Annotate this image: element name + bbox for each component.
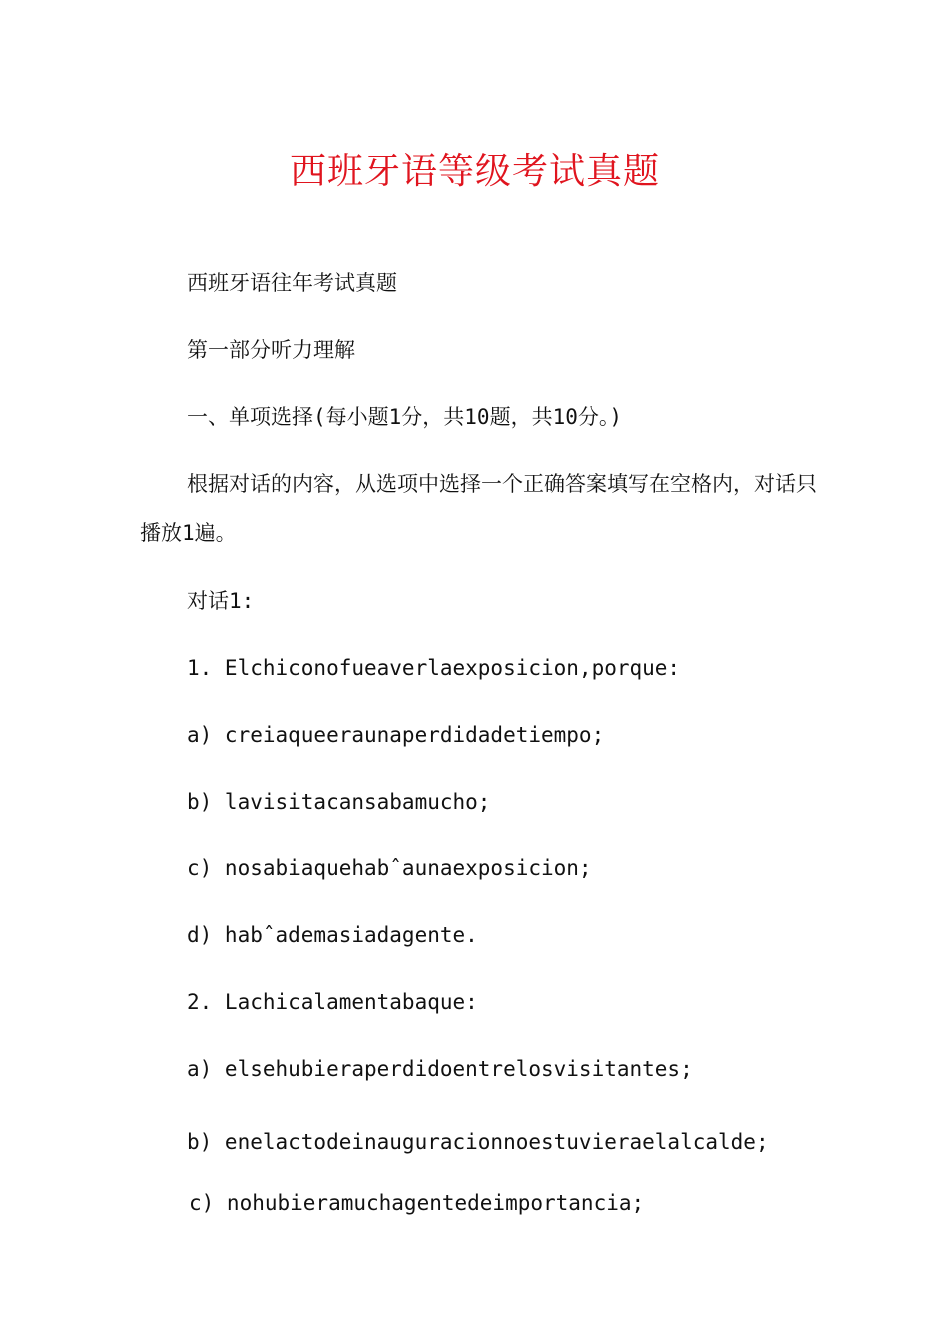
- question-1-option-d: d) habˆademasiadagente.: [187, 923, 478, 947]
- question-2-option-c: c) nohubieramuchagentedeimportancia;: [189, 1191, 645, 1215]
- question-2-option-a: a) elsehubieraperdidoentrelosvisitantes;: [187, 1057, 693, 1081]
- question-1-option-c: c) nosabiaquehabˆaunaexposicion;: [187, 856, 592, 880]
- instruction-paragraph: 根据对话的内容，从选项中选择一个正确答案填写在空格内，对话只播放1遍。: [140, 472, 817, 545]
- question-1-option-b: b) lavisitacansabamucho;: [187, 790, 491, 814]
- question-1-option-a: a) creiaqueeraunaperdidadetiempo;: [187, 723, 605, 747]
- question-2-stem: 2. Lachicalamentabaque:: [187, 990, 478, 1014]
- question-2-option-b: b) enelactodeinauguracionnoestuvieraelalcalde;: [187, 1130, 769, 1154]
- document-title: 西班牙语等级考试真题: [289, 151, 660, 192]
- subtitle: 西班牙语往年考试真题: [187, 271, 397, 295]
- dialog-label: 对话1:: [187, 589, 255, 613]
- part-heading: 第一部分听力理解: [187, 338, 355, 362]
- section-heading: 一、单项选择(每小题1分，共10题，共10分。): [187, 405, 622, 429]
- question-1-stem: 1. Elchiconofueaverlaexposicion,porque:: [187, 656, 681, 680]
